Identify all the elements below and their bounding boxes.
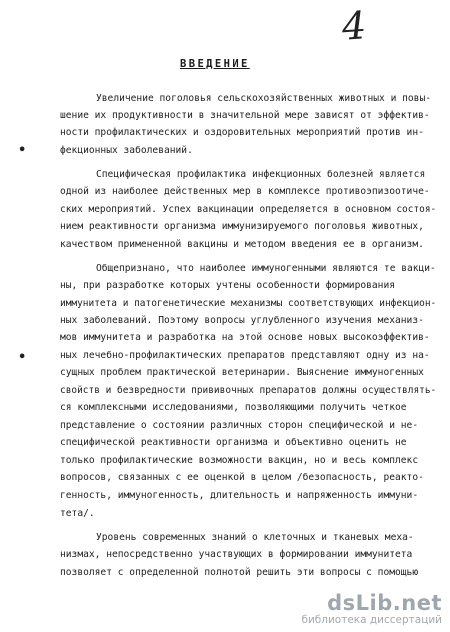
text-line: ных заболеваний. Поэтому вопросы углубленного изучения механиз-: [60, 315, 424, 326]
text-line: сущных проблем практической ветеринарии. Выяснение иммуногенных: [60, 367, 424, 378]
text-line: фекционных заболеваний.: [60, 145, 193, 156]
text-line: вопросов, связанных с ее оценкой в целом /безопасность, реакто-: [60, 472, 424, 483]
margin-mark: •: [18, 143, 27, 158]
text-line: представление о состоянии различных сторон специфической и не-: [60, 420, 419, 431]
text-line: ны, при разработке которых учтены особенности формирования: [60, 280, 396, 291]
text-line: тета/.: [60, 508, 95, 519]
text-line: позволяет с определенной полнотой решить эти вопросы с помощью: [60, 567, 419, 578]
handwritten-page-number: 4: [340, 3, 368, 49]
text-line: ских мероприятий. Успех вакцинации определяется в основном состоя-: [60, 204, 437, 215]
text-line: ных лечебно-профилактических препаратов представляют одну из на-: [60, 350, 430, 361]
text-line: Уровень современных знаний о клеточных и тканевых меха-: [96, 532, 414, 543]
text-line: одной из наиболее действенных мер в комплексе противоэпизоотиче-: [60, 186, 430, 197]
text-line: иммунитета и патогенетические механизмы соответствующих инфекцион-: [60, 298, 437, 309]
text-line: свойств и безвредности прививочных препаратов должны осуществлять-: [60, 385, 437, 396]
text-line: Увеличение поголовья сельскохозяйственных животных и повы-: [96, 93, 432, 104]
text-line: только профилактические возможности вакцин, но и весь комплекс: [60, 455, 419, 466]
text-line: ности профилактических и оздоровительных мероприятий против ин-: [60, 127, 424, 138]
watermark: [272, 592, 442, 628]
text-line: низмах, непосредственно участвующих в формировании иммунитета: [60, 549, 413, 560]
text-line: Специфическая профилактика инфекционных болезней является: [96, 169, 426, 180]
text-line: качеством примененной вакцины и методом введения ее в организм.: [60, 239, 424, 250]
watermark-brand: dsLib.net: [327, 591, 442, 615]
page-title: ВВЕДЕНИЕ: [180, 58, 250, 70]
text-line: генность, иммуногенность, длительность и напряженность иммуни-: [60, 490, 419, 501]
watermark-subtitle: библиотека диссертаций: [301, 614, 442, 626]
margin-mark: •: [18, 350, 27, 365]
text-line: мов иммунитета и разработка на этой основе новых высокоэффектив-: [60, 332, 430, 343]
text-line: специфической реактивности организма и объективно оценить не: [60, 437, 407, 448]
text-line: Общепризнано, что наиболее иммуногенными являются те вакци-: [96, 263, 436, 274]
text-line: шение их продуктивности в значительной мере зависят от эффектив-: [60, 110, 430, 121]
text-line: нием реактивности организма иммунизируемого поголовья животных,: [60, 221, 424, 232]
text-line: ся комплексными исследованиями, позволяющими получить четкое: [60, 402, 407, 413]
